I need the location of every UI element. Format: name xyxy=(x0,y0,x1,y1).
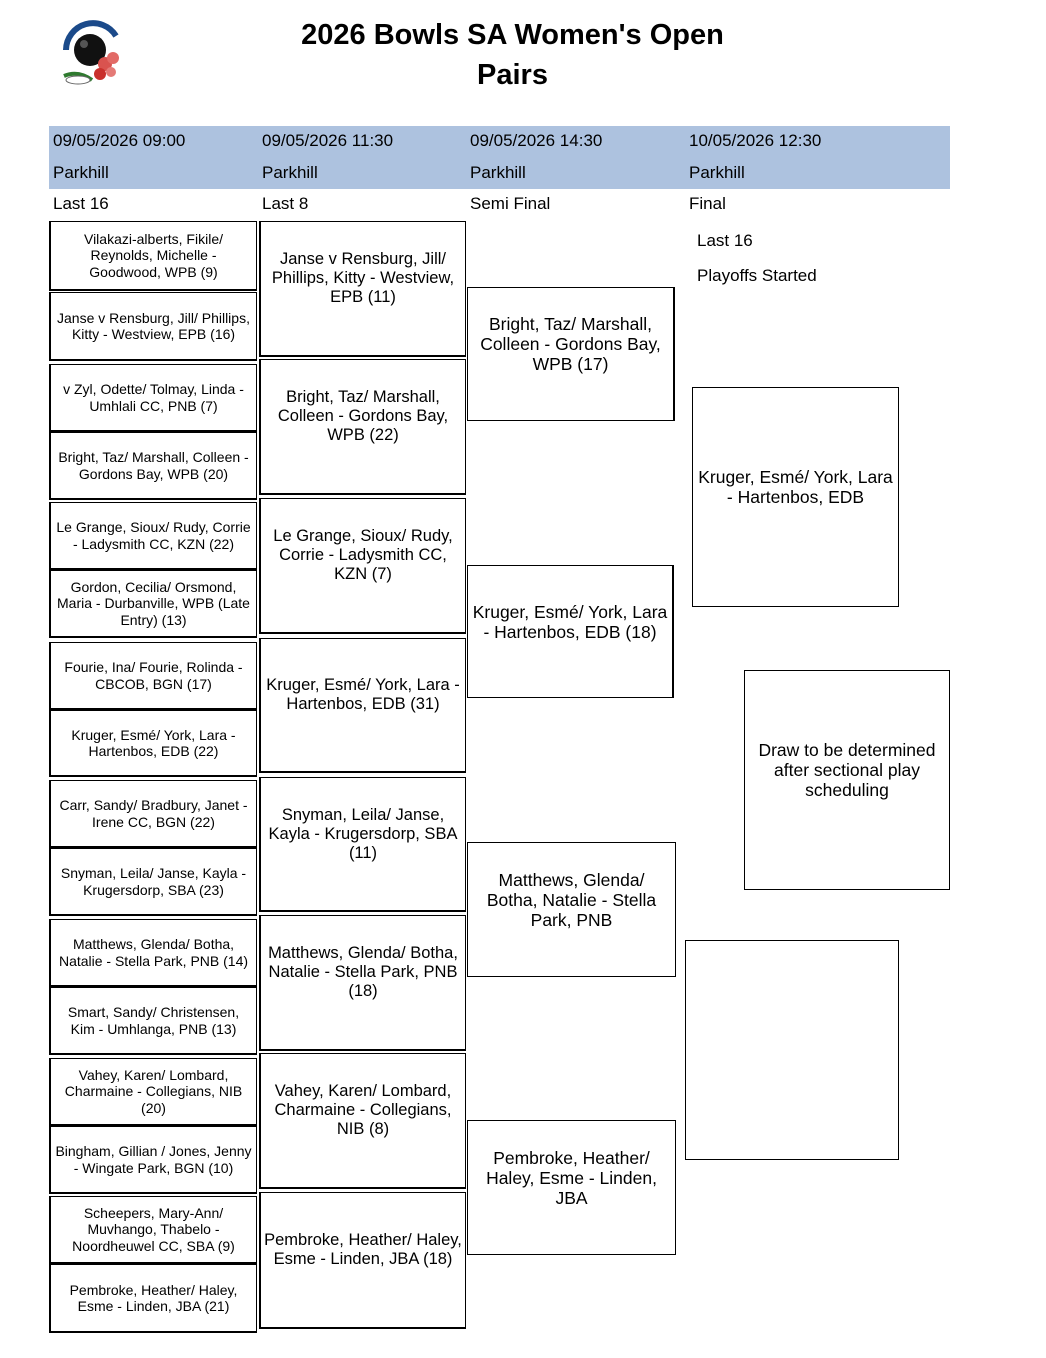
col2-round: Last 8 xyxy=(262,194,309,213)
last16-entry-8: Kruger, Esmé/ York, Lara - Hartenbos, EDB (22) xyxy=(49,710,257,777)
col4-round: Final xyxy=(689,194,726,213)
last16-entry-1: Vilakazi-alberts, Fikile/ Reynolds, Michelle - Goodwood, WPB (9) xyxy=(49,221,257,291)
last8-entry-7: Vahey, Karen/ Lombard, Charmaine - Collegians, NIB (8) xyxy=(259,1053,466,1189)
last16-entry-2: Janse v Rensburg, Jill/ Phillips, Kitty - Westview, EPB (16) xyxy=(49,292,257,361)
draw-note-box: Draw to be determined after sectional play scheduling xyxy=(744,670,950,890)
col3-venue: Parkhill xyxy=(470,163,526,182)
status-text: Playoffs Started xyxy=(697,266,817,285)
last16-entry-6: Gordon, Cecilia/ Orsmond, Maria - Durbanville, WPB (Late Entry) (13) xyxy=(49,570,257,638)
col4-venue: Parkhill xyxy=(689,163,745,182)
page-title: 2026 Bowls SA Women's Open xyxy=(301,19,724,51)
last8-entry-3: Le Grange, Sioux/ Rudy, Corrie - Ladysmith CC, KZN (7) xyxy=(259,498,466,634)
last8-entry-1: Janse v Rensburg, Jill/ Phillips, Kitty - Westview, EPB (11) xyxy=(259,221,466,357)
last8-entry-5: Snyman, Leila/ Janse, Kayla - Krugersdorp, SBA (11) xyxy=(259,777,466,912)
last8-entry-4: Kruger, Esmé/ York, Lara - Hartenbos, EDB (31) xyxy=(259,638,466,773)
last16-entry-12: Smart, Sandy/ Christensen, Kim - Umhlanga, PNB (13) xyxy=(49,987,257,1055)
col3-round: Semi Final xyxy=(470,194,551,213)
last16-entry-13: Vahey, Karen/ Lombard, Charmaine - Collegians, NIB (20) xyxy=(49,1058,257,1126)
last16-entry-7: Fourie, Ina/ Fourie, Rolinda - CBCOB, BGN (17) xyxy=(49,642,257,710)
final-entry-top: Kruger, Esmé/ York, Lara - Hartenbos, EDB xyxy=(692,387,899,607)
last16-entry-9: Carr, Sandy/ Bradbury, Janet - Irene CC, BGN (22) xyxy=(49,780,257,848)
semi-entry-2: Kruger, Esmé/ York, Lara - Hartenbos, EDB (18) xyxy=(467,565,674,698)
col1-round: Last 16 xyxy=(53,194,109,213)
semi-entry-4: Pembroke, Heather/ Haley, Esme - Linden, JBA xyxy=(467,1120,676,1255)
last16-entry-5: Le Grange, Sioux/ Rudy, Corrie - Ladysmith CC, KZN (22) xyxy=(49,502,257,570)
final-entry-bottom xyxy=(685,940,899,1160)
last16-entry-16: Pembroke, Heather/ Haley, Esme - Linden, JBA (21) xyxy=(49,1264,257,1333)
col1-datetime: 09/05/2026 09:00 xyxy=(53,131,186,150)
last16-entry-15: Scheepers, Mary-Ann/ Muvhango, Thabelo - Noordheuwel CC, SBA (9) xyxy=(49,1196,257,1264)
status-round: Last 16 xyxy=(697,231,753,250)
last16-entry-11: Matthews, Glenda/ Botha, Natalie - Stella Park, PNB (14) xyxy=(49,919,257,987)
col1-venue: Parkhill xyxy=(53,163,109,182)
col3-datetime: 09/05/2026 14:30 xyxy=(470,131,603,150)
last8-entry-2: Bright, Taz/ Marshall, Colleen - Gordons Bay, WPB (22) xyxy=(259,359,466,495)
semi-entry-3: Matthews, Glenda/ Botha, Natalie - Stella Park, PNB xyxy=(467,842,676,977)
last8-entry-8: Pembroke, Heather/ Haley, Esme - Linden, JBA (18) xyxy=(259,1192,466,1329)
last16-entry-4: Bright, Taz/ Marshall, Colleen - Gordons Bay, WPB (20) xyxy=(49,432,257,500)
col4-datetime: 10/05/2026 12:30 xyxy=(689,131,822,150)
col2-venue: Parkhill xyxy=(262,163,318,182)
last16-entry-10: Snyman, Leila/ Janse, Kayla - Krugersdorp, SBA (23) xyxy=(49,848,257,916)
last16-entry-14: Bingham, Gillian / Jones, Jenny - Wingate Park, BGN (10) xyxy=(49,1126,257,1194)
semi-entry-1: Bright, Taz/ Marshall, Colleen - Gordons Bay, WPB (17) xyxy=(467,287,675,421)
last16-entry-3: v Zyl, Odette/ Tolmay, Linda - Umhlali CC, PNB (7) xyxy=(49,364,257,432)
last8-entry-6: Matthews, Glenda/ Botha, Natalie - Stella Park, PNB (18) xyxy=(259,915,466,1051)
col2-datetime: 09/05/2026 11:30 xyxy=(262,131,394,150)
page-subtitle: Pairs xyxy=(477,59,548,91)
